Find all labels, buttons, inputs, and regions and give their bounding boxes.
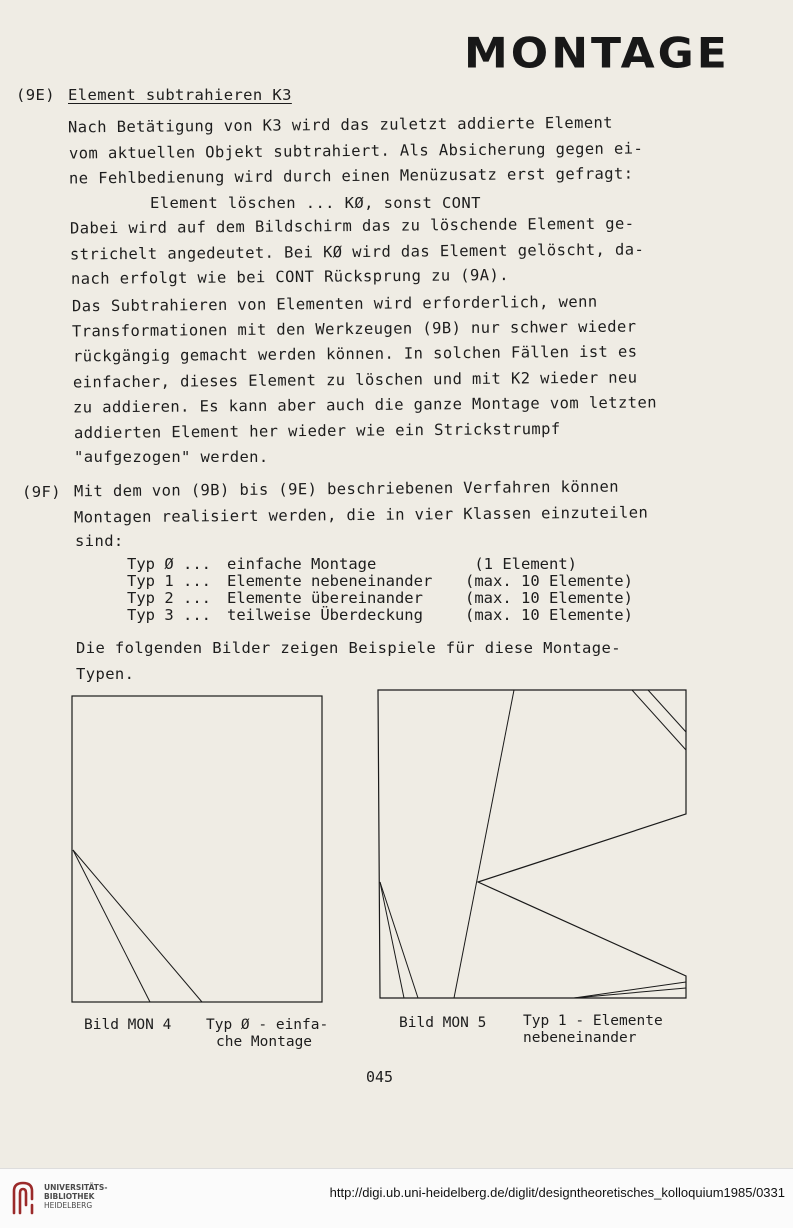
text-line: rückgängig gemacht werden können. In solchen Fällen ist es (72, 342, 638, 366)
text-line: Mit dem von (9B) bis (9E) beschriebenen Verfahren können (73, 477, 620, 501)
library-name-line: UNIVERSITÄTS- (44, 1183, 108, 1192)
type-description: Elemente nebeneinander (227, 572, 433, 590)
text-line: addierten Element her wieder wie ein Strickstrumpf (73, 419, 561, 443)
text-line: "aufgezogen" werden. (74, 448, 269, 466)
type-code: Typ Ø ... (127, 555, 211, 573)
source-url[interactable]: http://digi.ub.uni-heidelberg.de/diglit/designtheoretisches_kolloquium1985/0331 (329, 1185, 785, 1200)
figure-label: Bild MON 5 (399, 1015, 487, 1031)
element-edge (73, 850, 150, 1002)
type-count: (max. 10 Elemente) (465, 606, 633, 624)
element-edge (380, 882, 404, 998)
text-line: sind: (75, 532, 124, 550)
text-line: Dabei wird auf dem Bildschirm das zu löschende Element ge- (69, 214, 635, 238)
type-description: teilweise Überdeckung (227, 606, 423, 624)
text-line: Montagen realisiert werden, die in vier Klassen einzuteilen (73, 503, 649, 527)
text-line-indented: Element löschen ... KØ, sonst CONT (150, 194, 481, 212)
figure-mon-5 (374, 686, 690, 1002)
figure-caption: Typ 1 - Elemente (523, 1013, 663, 1029)
text-line: Das Subtrahieren von Elementen wird erforderlich, wenn (71, 292, 598, 316)
element-edge (632, 690, 686, 750)
page-number: 045 (366, 1068, 394, 1086)
page-header-title: MONTAGE (464, 29, 730, 78)
text-line: nach erfolgt wie bei CONT Rücksprung zu (9A). (70, 266, 510, 288)
library-logo-icon (10, 1179, 36, 1215)
element-edge (380, 882, 418, 998)
type-description: einfache Montage (227, 555, 377, 573)
figure-caption: Typ Ø - einfa- (206, 1017, 329, 1033)
library-name-line: HEIDELBERG (44, 1201, 93, 1210)
library-name-line: BIBLIOTHEK (44, 1192, 95, 1201)
text-line: Transformationen mit den Werkzeugen (9B) nur schwer wieder (71, 317, 637, 341)
figure-caption: che Montage (216, 1034, 313, 1050)
text-line: Nach Betätigung von K3 wird das zuletzt addierte Element (67, 113, 614, 137)
frame-outline (378, 690, 686, 998)
element-edge (648, 690, 686, 732)
type-row (127, 607, 633, 624)
montage-type-list (127, 556, 633, 624)
figure-mon-4 (70, 690, 326, 1006)
type-row (127, 590, 633, 607)
element-edge (454, 690, 514, 998)
text-line: Die folgenden Bilder zeigen Beispiele für diese Montage- (76, 639, 621, 657)
type-count: (1 Element) (465, 555, 577, 573)
type-count: (max. 10 Elemente) (465, 572, 633, 590)
text-line: strichelt angedeutet. Bei KØ wird das Element gelöscht, da- (69, 240, 645, 264)
type-row (127, 556, 633, 573)
type-code: Typ 1 ... (127, 572, 211, 590)
figure-caption: nebeneinander (523, 1030, 637, 1046)
library-name (44, 1183, 107, 1210)
section-9e-label: (9E) (16, 86, 55, 104)
frame-rectangle (72, 696, 322, 1002)
text-line: ne Fehlbedienung wird durch einen Menüzusatz erst gefragt: (68, 164, 634, 188)
section-9f-label: (9F) (22, 483, 61, 501)
element-edge (73, 850, 202, 1002)
text-line: Typen. (76, 665, 135, 683)
type-row (127, 573, 633, 590)
type-description: Elemente übereinander (227, 589, 423, 607)
text-line: zu addieren. Es kann aber auch die ganze Montage vom letzten (72, 393, 657, 417)
section-9e-title: Element subtrahieren K3 (68, 86, 292, 104)
footer-bar (0, 1168, 793, 1228)
figure-label: Bild MON 4 (84, 1017, 172, 1033)
text-line: vom aktuellen Objekt subtrahiert. Als Absicherung gegen ei- (68, 139, 644, 163)
type-count: (max. 10 Elemente) (465, 589, 633, 607)
type-code: Typ 2 ... (127, 589, 211, 607)
text-line: einfacher, dieses Element zu löschen und mit K2 wieder neu (72, 368, 638, 392)
type-code: Typ 3 ... (127, 606, 211, 624)
